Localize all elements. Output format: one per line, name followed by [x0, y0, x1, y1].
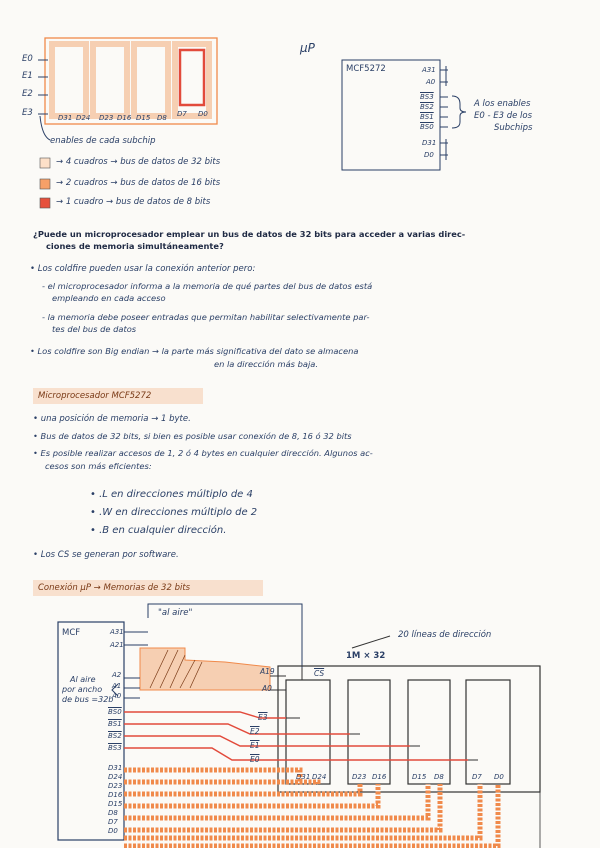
- address-bus-hatch: [140, 648, 270, 690]
- mem-lane: D16: [372, 773, 387, 781]
- mem-lane: D7: [472, 773, 482, 781]
- memory-size: 1M × 32: [346, 651, 386, 661]
- answer-bullet-2-line2: en la dirección más baja.: [214, 359, 319, 369]
- lane-label: D23: [99, 114, 114, 122]
- mcf-bullet-2: • Bus de datos de 32 bits, si bien es posible usar conexión de 8, 16 ó 32 bits: [33, 431, 352, 441]
- legend-item-3: → 1 cuadro → bus de datos de 8 bits: [56, 197, 211, 207]
- mcf-pin: D31: [108, 764, 123, 772]
- enable-E2: E2: [22, 89, 33, 99]
- micro-pin: BS2: [420, 103, 434, 111]
- side-note-3: de bus =32b: [62, 695, 114, 704]
- lane-label: D0: [198, 110, 208, 118]
- mem-pin: $\overline{CS}$: [314, 669, 325, 678]
- mcf-pin: D23: [108, 782, 123, 790]
- mem-lane: D8: [434, 773, 444, 781]
- lane-label: D7: [177, 110, 187, 118]
- side-note-2: por ancho: [62, 685, 103, 694]
- mem-lane: D24: [312, 773, 327, 781]
- efficient-W: • .W en direcciones múltiplo de 2: [90, 507, 258, 518]
- mem-lane: D23: [352, 773, 367, 781]
- mcf-pin: A31: [110, 628, 124, 636]
- mcf-pin: D24: [108, 773, 123, 781]
- micro-note-2: E0 - E3 de los: [474, 111, 533, 121]
- micro-pin: BS0: [420, 123, 434, 131]
- micro-chip-name: MCF5272: [346, 64, 386, 74]
- address-note: 20 líneas de dirección: [398, 630, 492, 640]
- answer-bullet-1: • Los coldfire pueden usar la conexión anterior pero:: [30, 264, 256, 274]
- mcf-pin: A21: [110, 641, 124, 649]
- micro-pin: D31: [422, 139, 437, 147]
- legend-square-3: [40, 198, 50, 208]
- subchip-caption: enables de cada subchip: [50, 136, 156, 146]
- mem-pin: A0: [262, 684, 272, 693]
- mcf-pin: D8: [108, 809, 118, 817]
- micro-pin: D0: [424, 151, 434, 159]
- subchip-1: [52, 44, 86, 116]
- micro-pin: A31: [422, 66, 436, 74]
- mcf-label: MCF: [62, 628, 81, 638]
- lane-label: D24: [76, 114, 91, 122]
- enable-E1: E1: [22, 71, 33, 81]
- efficient-L: • .L en direcciones múltiplo de 4: [90, 489, 253, 500]
- mem-pin: E0: [250, 755, 260, 764]
- mcf-pin: BS3: [108, 744, 122, 752]
- lane-label: D31: [58, 114, 73, 122]
- enable-E3: E3: [22, 108, 33, 118]
- mcf-bullet-1: • una posición de memoria → 1 byte.: [33, 414, 191, 424]
- mcf-section-title: Microprocesador MCF5272: [38, 391, 152, 401]
- mcf-pin: D16: [108, 791, 123, 799]
- answer-sub1-line1: - el microprocesador informa a la memoria de qué partes del bus de datos está: [42, 281, 373, 291]
- lane-label: D8: [157, 114, 167, 122]
- subchip-3: [134, 44, 168, 116]
- legend-item-1: → 4 cuadros → bus de datos de 32 bits: [56, 157, 221, 167]
- mcf-pin: D7: [108, 818, 118, 826]
- mem-lane: D15: [412, 773, 427, 781]
- answer-sub1-line2: empleando en cada acceso: [52, 293, 166, 303]
- question-line-1: ¿Puede un microprocesador emplear un bus de datos de 32 bits para acceder a varias direc-: [33, 229, 466, 239]
- side-note-1: Al aire: [70, 675, 96, 684]
- enable-E0: E0: [22, 54, 33, 64]
- mcf-pin: A0: [112, 692, 122, 700]
- subchip-2: [93, 44, 127, 116]
- mcf-pin: BS0: [108, 708, 122, 716]
- mcf-bullet-4: cesos son más eficientes:: [45, 461, 152, 471]
- micro-pin: BS1: [420, 113, 434, 121]
- question-line-2: ciones de memoria simultáneamente?: [46, 241, 224, 251]
- lane-label: D15: [136, 114, 151, 122]
- mcf-pin: D15: [108, 800, 123, 808]
- micro-note-3: Subchips: [494, 123, 533, 133]
- answer-bullet-2-line1: • Los coldfire son Big endian → la parte más significativa del dato se almacena: [30, 346, 359, 356]
- al-aire-label: "al aire": [158, 608, 193, 618]
- micro-note-1: A los enables: [474, 99, 531, 109]
- connection-title: Conexión μP → Memorias de 32 bits: [38, 583, 191, 593]
- mem-pin: A19: [260, 667, 275, 676]
- mcf-pin: D0: [108, 827, 118, 835]
- micro-label: μP: [300, 41, 315, 55]
- mcf-pin: BS2: [108, 732, 122, 740]
- mem-lane: D31: [296, 773, 311, 781]
- cs-note: • Los CS se generan por software.: [33, 550, 179, 560]
- mcf-pin: A2: [112, 671, 122, 679]
- mem-pin: E2: [250, 727, 260, 736]
- answer-sub2-line1: - la memoria debe poseer entradas que permitan habilitar selectivamente par-: [42, 312, 370, 322]
- mem-pin: E3: [258, 713, 268, 722]
- micro-pin: A0: [426, 78, 436, 86]
- legend-square-1: [40, 158, 50, 168]
- legend-square-2: [40, 179, 50, 189]
- lane-label: D16: [117, 114, 132, 122]
- efficient-B: • .B en cualquier dirección.: [90, 525, 227, 536]
- legend-item-2: → 2 cuadros → bus de datos de 16 bits: [56, 178, 221, 188]
- mem-lane: D0: [494, 773, 504, 781]
- mcf-pin: BS1: [108, 720, 122, 728]
- answer-sub2-line2: tes del bus de datos: [52, 324, 137, 334]
- mcf-pin: A1: [112, 682, 122, 690]
- subchip-red: [180, 50, 204, 105]
- micro-pin: BS3: [420, 93, 434, 101]
- brace: [452, 96, 466, 128]
- mem-pin: E1: [250, 741, 260, 750]
- mcf-bullet-3: • Es posible realizar accesos de 1, 2 ó 4 bytes en cualquier dirección. Algunos ac-: [33, 448, 373, 458]
